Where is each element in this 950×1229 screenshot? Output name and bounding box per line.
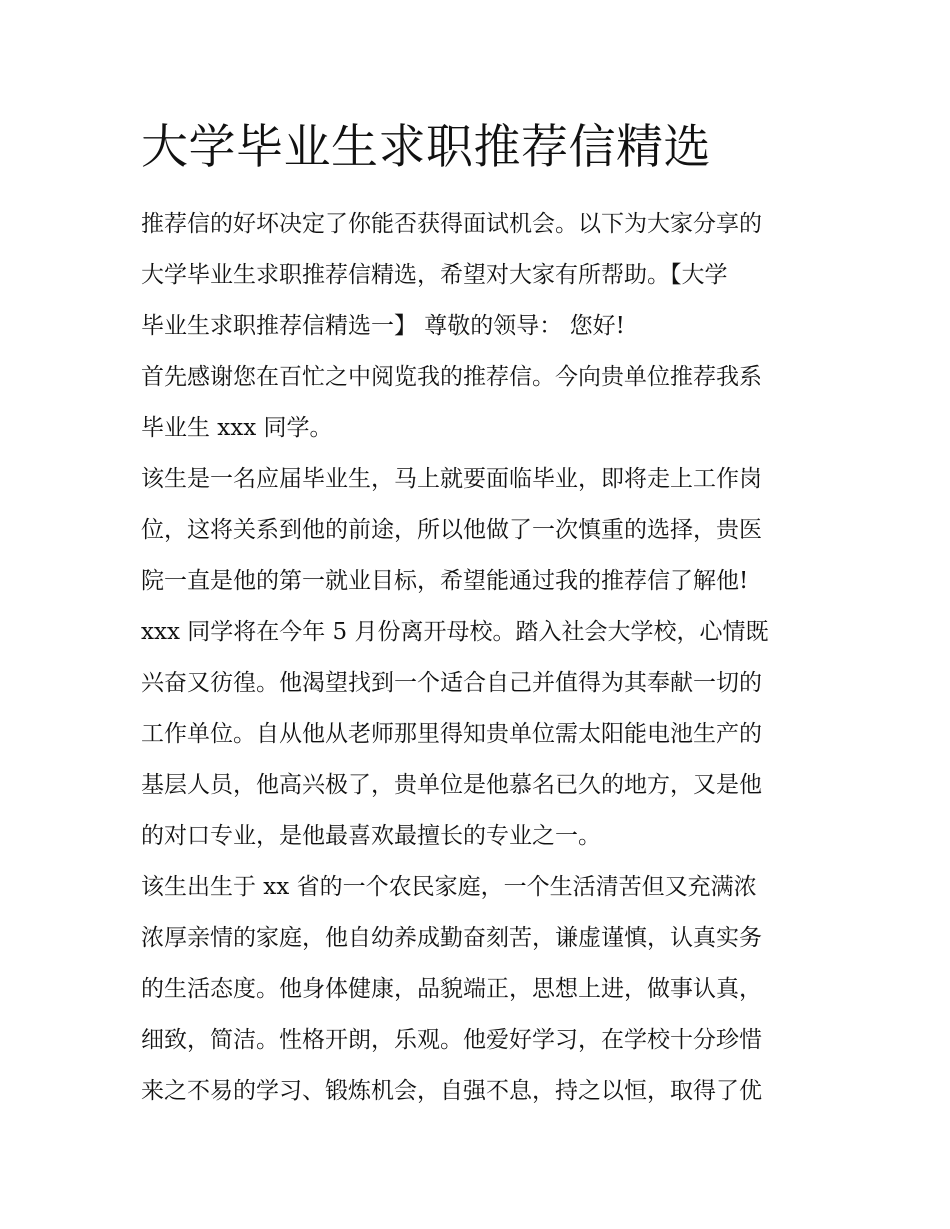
text-line: 浓厚亲情的家庭，他自幼养成勤奋刻苦，谦虚谨慎，认真实务	[141, 925, 762, 951]
text-line: 工作单位。自从他从老师那里得知贵单位需太阳能电池生产的	[141, 721, 762, 747]
document-title: 大学毕业生求职推荐信精选	[141, 120, 711, 175]
paragraph-intro	[141, 199, 821, 352]
text-line: 大学毕业生求职推荐信精选，希望对大家有所帮助。【大学	[141, 262, 728, 288]
text-line: 推荐信的好坏决定了你能否获得面试机会。以下为大家分享的	[141, 211, 762, 237]
document-content	[141, 112, 821, 1117]
text-line: 该生是一名应届毕业生，马上就要面临毕业，即将走上工作岗	[141, 466, 762, 492]
document-body	[141, 199, 821, 1117]
text-line: 首先感谢您在百忙之中阅览我的推荐信。今向贵单位推荐我系	[141, 364, 762, 390]
paragraph-graduate	[141, 454, 821, 607]
paragraph-background	[141, 862, 821, 1117]
paragraph-thanks	[141, 352, 821, 454]
text-line: 位，这将关系到他的前途，所以他做了一次慎重的选择，贵医	[141, 517, 762, 543]
text-line: 来之不易的学习、锻炼机会，自强不息，持之以恒，取得了优	[141, 1078, 762, 1104]
text-line: 的生活态度。他身体健康，品貌端正，思想上进，做事认真，	[141, 976, 762, 1002]
text-line: 兴奋又彷徨。他渴望找到一个适合自己并值得为其奉献一切的	[141, 670, 762, 696]
paragraph-leaving-school	[141, 607, 821, 862]
text-line: 的对口专业，是他最喜欢最擅长的专业之一。	[141, 823, 601, 849]
text-line: 毕业生 xxx 同学。	[141, 415, 333, 441]
text-line: 毕业生求职推荐信精选一】 尊敬的领导： 您好!	[141, 313, 625, 339]
text-line: 基层人员，他高兴极了，贵单位是他慕名已久的地方，又是他	[141, 772, 762, 798]
text-line: 院一直是他的第一就业目标，希望能通过我的推荐信了解他!	[141, 568, 749, 594]
text-line: 细致，简洁。性格开朗，乐观。他爱好学习，在学校十分珍惜	[141, 1027, 762, 1053]
text-line: 该生出生于 xx 省的一个农民家庭，一个生活清苦但又充满浓	[141, 874, 757, 900]
text-line: xxx 同学将在今年 5 月份离开母校。踏入社会大学校，心情既	[141, 619, 769, 645]
